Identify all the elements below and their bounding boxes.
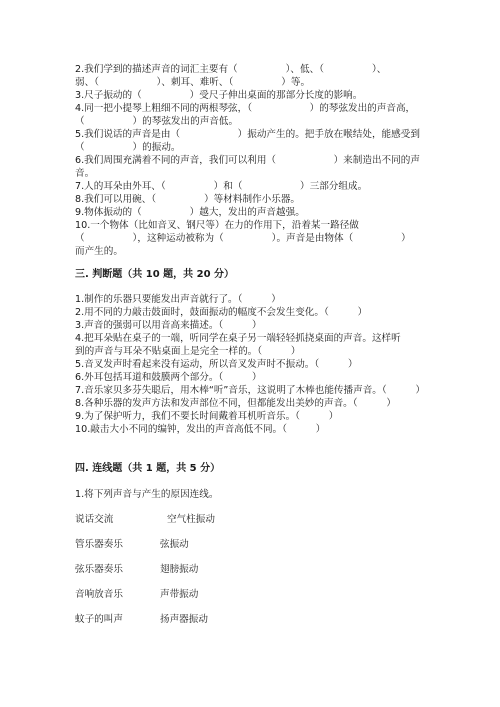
fill-q8: 8.我们可以用碗、（ ）等材料制作小乐器。 xyxy=(75,194,301,205)
judge-q2: 2.用不同的力敲击鼓面时，鼓面振动的幅度不会发生变化。（ ） xyxy=(75,307,368,318)
section-4-heading: 四. 连线题（共 1 题，共 5 分） xyxy=(75,463,221,474)
match-right-item: 扬声器振动 xyxy=(160,614,208,625)
fill-q2-line1: 2.我们学到的描述声音的词汇主要有（ ）、低、（ ）、 xyxy=(75,64,387,75)
match-right-item: 空气柱振动 xyxy=(167,514,215,525)
fill-q10-line1: 10.一个物体（比如音叉、钢尺等）在力的作用下，沿着某一路径做 xyxy=(75,220,359,231)
matching-instruction: 1.将下列声音与产生的原因连线。 xyxy=(75,489,219,500)
match-right-item: 声带振动 xyxy=(160,589,199,600)
match-right-item: 弦振动 xyxy=(160,539,189,550)
fill-q4-line1: 4.同一把小提琴上粗细不同的两根琴弦，（ ）的琴弦发出的声音高， xyxy=(75,103,416,114)
fill-q6-line1: 6.我们周围充满着不同的声音，我们可以利用（ ）来制造出不同的声 xyxy=(75,155,420,166)
judge-q3: 3.声音的强弱可以用音高来描述。（ ） xyxy=(75,320,262,331)
fill-q5-line2: （ ）的振动。 xyxy=(75,142,181,153)
fill-q7: 7.人的耳朵由外耳、（ ）和（ ）三部分组成。 xyxy=(75,181,368,192)
match-left-item: 说话交流 xyxy=(75,514,114,525)
judge-q4-line2: 到的声音与耳朵不贴桌面上是完全一样的。（ ） xyxy=(75,346,301,357)
judge-q9: 9.为了保护听力，我们不要长时间戴着耳机听音乐。（ ） xyxy=(75,411,339,422)
match-right-item: 翅膀振动 xyxy=(160,564,199,575)
judge-q6: 6.外耳包括耳道和鼓膜两个部分。（ ） xyxy=(75,372,262,383)
match-left-item: 蚊子的叫声 xyxy=(75,614,123,625)
match-left-item: 管乐器奏乐 xyxy=(75,539,123,550)
fill-q4-line2: （ ）的琴弦发出的声音低。 xyxy=(75,116,239,127)
fill-q9: 9.物体振动的（ ）越大，发出的声音越强。 xyxy=(75,207,305,218)
match-left-item: 弦乐器奏乐 xyxy=(75,564,123,575)
judge-q7: 7.音乐家贝多芬失聪后，用木棒“听”音乐，这说明了木棒也能传播声音。（ ） xyxy=(75,385,426,396)
judge-q1: 1.制作的乐器只要能发出声音就行了。（ ） xyxy=(75,294,281,305)
fill-q2-line2: 弱、（ ）、刺耳、难听、（ ）等。 xyxy=(75,77,311,88)
fill-q6-line2: 音。 xyxy=(75,168,95,179)
fill-q10-line2: （ ），这种运动被称为（ ）。声音是由物体（ ） xyxy=(75,233,411,244)
match-left-item: 音响放音乐 xyxy=(75,589,123,600)
fill-q5-line1: 5.我们说话的声音是由（ ）振动产生的。把手放在喉结处，能感受到 xyxy=(75,129,420,140)
fill-q3: 3.尺子振动的（ ）受尺子伸出桌面的那部分长度的影响。 xyxy=(75,90,363,101)
judge-q10: 10.敲击大小不同的编钟，发出的声音高低不同。（ ） xyxy=(75,424,326,435)
fill-q10-line3: 而产生的。 xyxy=(75,246,123,257)
judge-q4-line1: 4.把耳朵贴在桌子的一端，听同学在桌子另一端轻轻抓挠桌面的声音。这样听 xyxy=(75,333,401,344)
judge-q8: 8.各种乐器的发声方法和发声部位不同，但都能发出美妙的声音。（ ） xyxy=(75,398,396,409)
judge-q5: 5.音叉发声时看起来没有运动，所以音叉发声时不振动。（ ） xyxy=(75,359,358,370)
section-3-heading: 三. 判断题（共 10 题，共 20 分） xyxy=(75,269,235,280)
